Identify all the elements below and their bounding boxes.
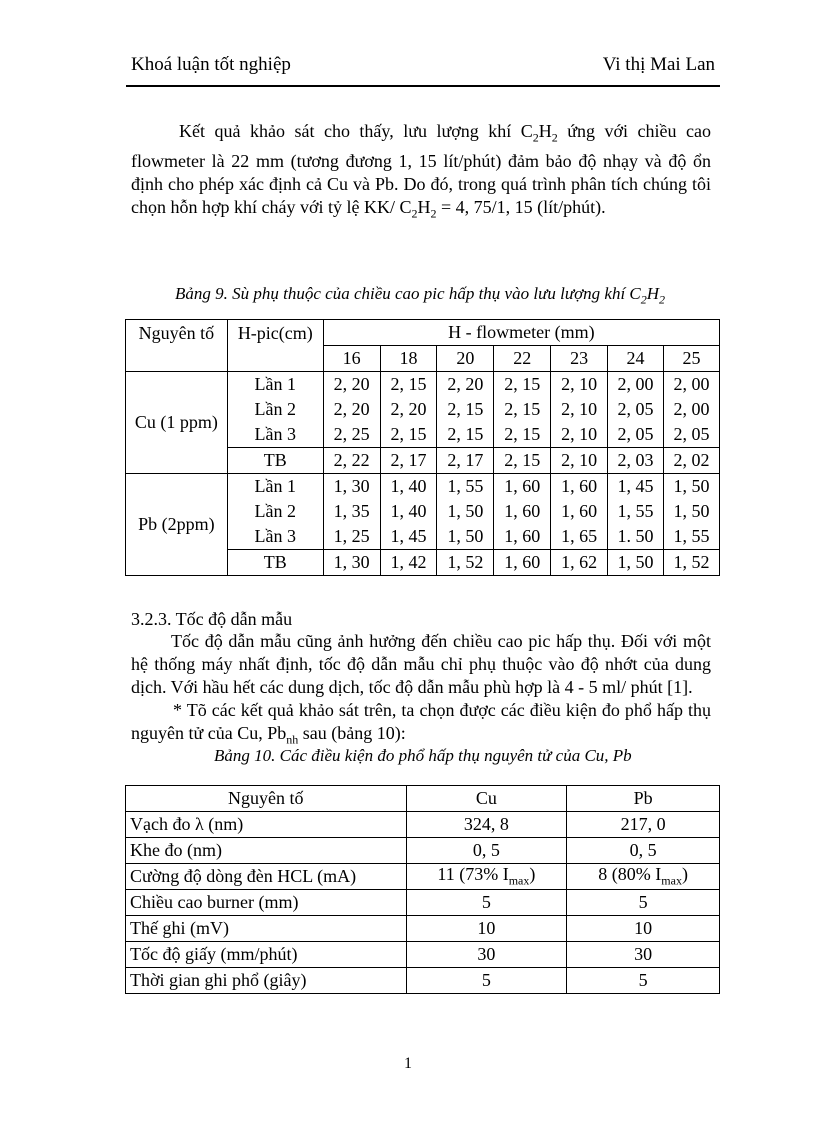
value-cell: 2, 05 [664,422,720,448]
value-cell: 2, 15 [380,422,437,448]
trial-label: Lần 3 [227,422,323,448]
header-left: Khoá luận tốt nghiệp [131,54,291,75]
table-row [126,812,720,838]
page-number: 1 [404,1055,412,1072]
value-cell: 1, 55 [608,499,664,524]
table9-header-flow: H - flowmeter (mm) [323,320,719,346]
value-cell: 2, 15 [494,372,551,398]
header-rule [126,85,720,87]
table-row [126,968,720,994]
value-cell: 1. 50 [608,524,664,550]
table9-flow-cell: 20 [437,346,494,372]
value-cell: 1, 50 [437,524,494,550]
value-cell: 2, 25 [323,422,380,448]
average-cell: 1, 60 [494,550,551,576]
table9 [125,319,720,576]
table-row [126,474,720,500]
condition-pb: 0, 5 [567,838,720,864]
table-row [126,942,720,968]
condition-cu: 30 [406,942,567,968]
condition-pb: 30 [567,942,720,968]
table-row [126,838,720,864]
table9-flow-cell: 18 [380,346,437,372]
table9-header-element: Nguyên tố [126,320,228,372]
header-right: Vi thị Mai Lan [602,54,715,75]
average-cell: 2, 17 [437,448,494,474]
value-cell: 2, 20 [380,397,437,422]
value-cell: 2, 15 [494,397,551,422]
value-cell: 1, 60 [494,499,551,524]
value-cell: 2, 00 [608,372,664,398]
value-cell: 2, 20 [323,397,380,422]
table10-header-pb: Pb [567,786,720,812]
value-cell: 2, 10 [551,397,608,422]
value-cell: 2, 05 [608,422,664,448]
value-cell: 1, 35 [323,499,380,524]
value-cell: 1, 25 [323,524,380,550]
condition-label: Cường độ dòng đèn HCL (mA) [126,864,407,890]
value-cell: 2, 15 [437,397,494,422]
value-cell: 1, 45 [380,524,437,550]
value-cell: 2, 00 [664,372,720,398]
value-cell: 2, 15 [437,422,494,448]
average-cell: 1, 52 [664,550,720,576]
average-label: TB [227,550,323,576]
average-cell: 2, 17 [380,448,437,474]
value-cell: 1, 50 [664,499,720,524]
table9-flow-cell: 25 [664,346,720,372]
table10 [125,785,720,994]
condition-label: Thế ghi (mV) [126,916,407,942]
table-row [126,890,720,916]
value-cell: 1, 40 [380,474,437,500]
trial-label: Lần 2 [227,499,323,524]
paragraph-conditions: * Tõ các kết quả khảo sát trên, ta chọn được các điều kiện đo phổ hấp thụ nguyên tử của Cu, $Pb_{nh}$ sau (bảng 10): [131,700,711,747]
value-cell: 2, 15 [380,372,437,398]
table-row [126,372,720,398]
value-cell: 2, 10 [551,372,608,398]
value-cell: 1, 45 [608,474,664,500]
table-row [126,916,720,942]
paragraph-sample-rate: Tốc độ dẫn mẫu cũng ảnh hưởng đến chiều cao pic hấp thụ. Đối với một hệ thống máy nhất định, tốc độ dẫn mẫu chỉ phụ thuộc vào độ nhớt của dung dịch. Với hầu hết các dung dịch, tốc độ dẫn mẫu phù hợp là 4 - 5 ml/ phút [1]. [131,631,711,697]
condition-cu: 324, 8 [406,812,567,838]
value-cell: 1, 60 [551,474,608,500]
condition-pb: 8 (80% $I_{max}$) [567,864,720,890]
average-cell: 2, 02 [664,448,720,474]
condition-label: Thời gian ghi phổ (giây) [126,968,407,994]
condition-cu: 5 [406,890,567,916]
condition-pb: 10 [567,916,720,942]
condition-cu: 11 (73% $I_{max}$) [406,864,567,890]
value-cell: 2, 15 [494,422,551,448]
table9-flow-cell: 24 [608,346,664,372]
trial-label: Lần 3 [227,524,323,550]
table10-header-element: Nguyên tố [126,786,407,812]
section-heading: 3.2.3. Tốc độ dẫn mẫu [131,609,293,629]
average-cell: 2, 15 [494,448,551,474]
value-cell: 1, 60 [494,474,551,500]
condition-pb: 5 [567,890,720,916]
value-cell: 2, 20 [323,372,380,398]
value-cell: 2, 00 [664,397,720,422]
table9-flow-cell: 22 [494,346,551,372]
value-cell: 1, 60 [494,524,551,550]
average-cell: 1, 30 [323,550,380,576]
condition-label: Chiều cao burner (mm) [126,890,407,916]
average-cell: 1, 52 [437,550,494,576]
element-cell: Cu (1 ppm) [126,372,228,474]
value-cell: 1, 50 [664,474,720,500]
value-cell: 1, 40 [380,499,437,524]
paragraph-results: Kết quả khảo sát cho thấy, lưu lượng khí $C_2H_2$ ứng với chiều cao flowmeter là 22 mm (tương đương 1, 15 lít/phút) đảm bảo độ nhạy và độ ổn định cho phép xác định cả Cu và Pb. Do đó, trong quá trình phân tích chúng tôi chọn hỗn hợp khí cháy với tỷ lệ KK/ $C_2H_2 = 4$, 75/1, 15 (lít/phút). [131,121,712,221]
table9-caption: Bảng 9. Sù phụ thuộc của chiều cao pic hấp thụ vào lưu lượng khí $C_2H_2$ [175,284,666,307]
average-cell: 2, 03 [608,448,664,474]
value-cell: 2, 10 [551,422,608,448]
table9-flow-cell: 16 [323,346,380,372]
value-cell: 1, 65 [551,524,608,550]
trial-label: Lần 1 [227,372,323,398]
average-label: TB [227,448,323,474]
table9-header-pic: H-pic(cm) [227,320,323,372]
table-row [126,864,720,890]
condition-cu: 0, 5 [406,838,567,864]
condition-label: Tốc độ giấy (mm/phút) [126,942,407,968]
table10-caption: Bảng 10. Các điều kiện đo phổ hấp thụ nguyên tử của Cu, Pb [214,746,632,765]
average-cell: 2, 10 [551,448,608,474]
condition-pb: 217, 0 [567,812,720,838]
value-cell: 1, 55 [437,474,494,500]
value-cell: 1, 50 [437,499,494,524]
condition-cu: 10 [406,916,567,942]
value-cell: 2, 05 [608,397,664,422]
value-cell: 1, 30 [323,474,380,500]
table9-flow-cell: 23 [551,346,608,372]
element-cell: Pb (2ppm) [126,474,228,576]
value-cell: 2, 20 [437,372,494,398]
condition-cu: 5 [406,968,567,994]
value-cell: 1, 60 [551,499,608,524]
average-cell: 1, 50 [608,550,664,576]
condition-label: Vạch đo λ (nm) [126,812,407,838]
average-cell: 1, 42 [380,550,437,576]
value-cell: 1, 55 [664,524,720,550]
condition-label: Khe đo (nm) [126,838,407,864]
trial-label: Lần 2 [227,397,323,422]
condition-pb: 5 [567,968,720,994]
average-cell: 1, 62 [551,550,608,576]
table10-header-cu: Cu [406,786,567,812]
average-cell: 2, 22 [323,448,380,474]
trial-label: Lần 1 [227,474,323,500]
